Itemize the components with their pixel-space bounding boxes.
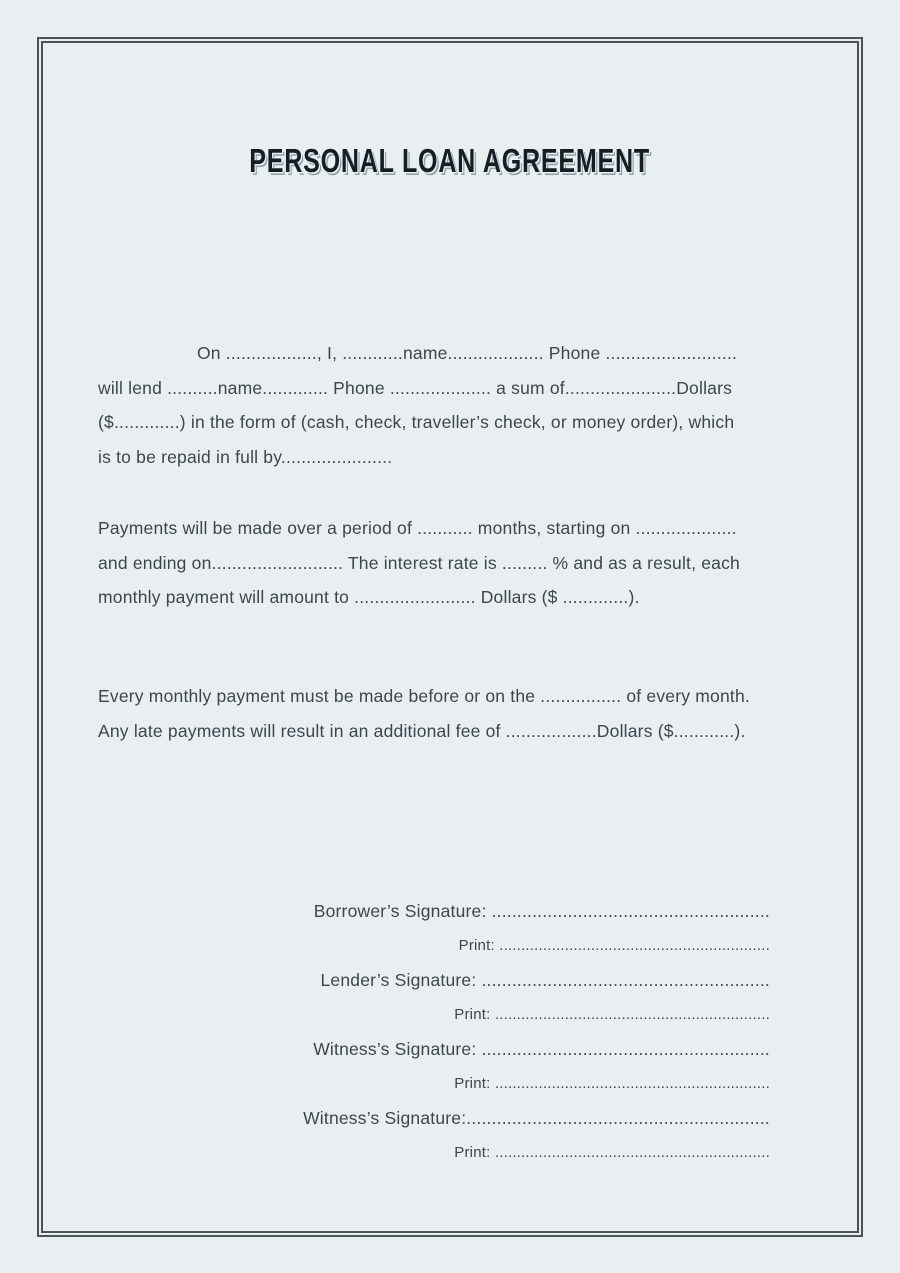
intro-line-4: is to be repaid in full by......................	[98, 446, 393, 467]
intro-line-2: will lend ..........name............. Phone .................... a sum of......................Dollars	[98, 377, 733, 398]
lender-print-line: Print: ...............................................................	[454, 1005, 770, 1023]
document-title-text: PERSONAL LOAN AGREEMENT	[249, 142, 651, 179]
intro-line-3: ($.............) in the form of (cash, check, traveller’s check, or money order), which	[98, 412, 735, 432]
lender-signature-line: Lender’s Signature: .........................................................	[320, 970, 770, 990]
witness-signature-line: Witness’s Signature: .........................................................	[313, 1039, 770, 1059]
late-fee-line-1: Every monthly payment must be made before or on the ................ of every month.	[98, 686, 750, 706]
witness2-signature-line: Witness’s Signature:............................................................	[303, 1108, 770, 1128]
payment-terms-line-3: monthly payment will amount to ........................ Dollars ($ .............).	[98, 587, 640, 607]
late-fee-paragraph	[98, 679, 750, 748]
late-fee-line-2: Any late payments will result in an additional fee of ..................Dollars ($............).	[98, 720, 746, 741]
witness2-print-line: Print: ...............................................................	[454, 1143, 770, 1161]
witness-print-line: Print: ...............................................................	[454, 1074, 770, 1092]
payment-terms-line-1: Payments will be made over a period of ........... months, starting on ....................	[98, 518, 737, 538]
intro-paragraph	[98, 336, 737, 474]
borrower-signature-line: Borrower’s Signature: .......................................................	[313, 901, 770, 921]
borrower-print-line: Print: ..............................................................	[458, 936, 770, 954]
payment-terms-line-2: and ending on.......................... The interest rate is ......... % and as a result, each	[98, 552, 740, 573]
payment-terms-paragraph	[98, 511, 740, 615]
intro-line-1: On .................., I, ............name................... Phone ..........................	[197, 343, 738, 363]
document-title	[0, 142, 900, 180]
signature-block	[98, 894, 770, 1170]
